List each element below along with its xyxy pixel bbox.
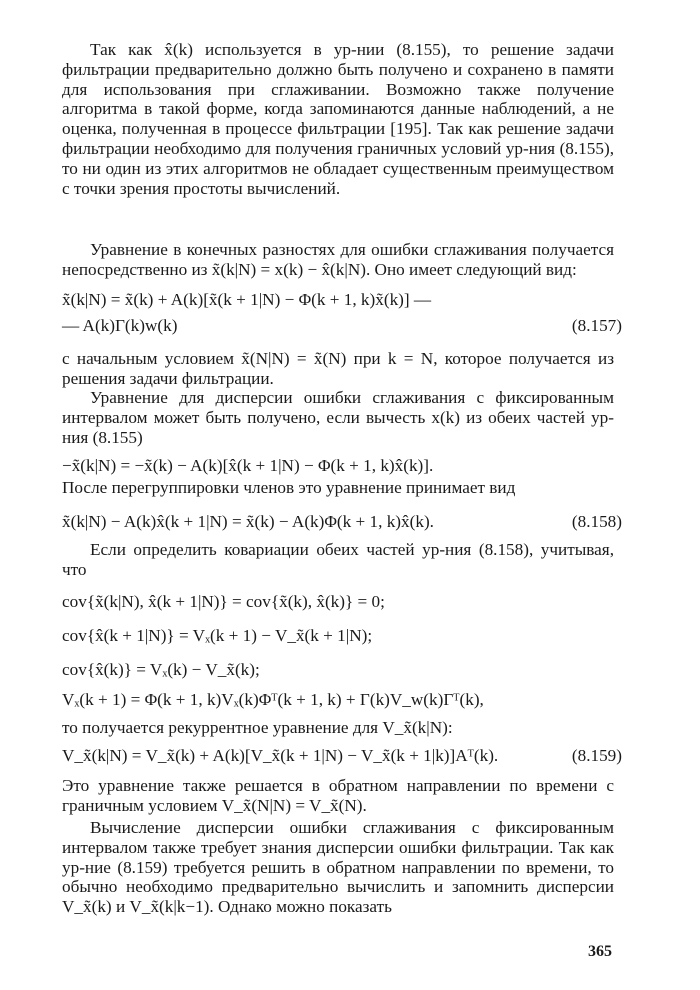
paragraph-9: Вычисление дисперсии ошибки сглаживания с фиксированным интервалом также требует знания дисперсии ошибки фильтрации. Так как ур-ние (8.159) требуется решить в обратном направлении по времени, то обычно необходимо предварительно вычислить и запомнить дисперсии V_x̃(k) и V_x̃(k|k−1). Однако можно показать — [62, 818, 614, 917]
equation-8-157-line-1: x̃(k|N) = x̃(k) + A(k)[x̃(k + 1|N) − Φ(k + 1, k)x̃(k)] — — [62, 290, 432, 309]
page-number: 365 — [588, 943, 612, 960]
paragraph-2: Уравнение в конечных разностях для ошибки сглаживания получается непосредственно из x̃(k|N) = x(k) − x̂(k|N). Оно имеет следующий вид: — [62, 240, 614, 279]
equation-vx: Vₓ(k + 1) = Φ(k + 1, k)Vₓ(k)Φᵀ(k + 1, k) + Γ(k)V_w(k)Γᵀ(k), — [62, 690, 484, 709]
equation-number-8-159: (8.159) — [571, 746, 622, 765]
paragraph-6: Если определить ковариации обеих частей ур-ния (8.158), учитывая, что — [62, 540, 614, 579]
equation-cov-3: cov{x̂(k)} = Vₓ(k) − V_x̃(k); — [62, 660, 260, 679]
paragraph-8: Это уравнение также решается в обратном направлении по времени с граничным условием V_x̃(N|N) = V_x̃(N). — [62, 776, 614, 815]
paragraph-3: с начальным условием x̃(N|N) = x̃(N) при k = N, которое получается из решения задачи фильтрации. — [62, 349, 614, 388]
equation-8-159: V_x̃(k|N) = V_x̃(k) + A(k)[V_x̃(k + 1|N) − V_x̃(k + 1|k)]Aᵀ(k). — [62, 746, 499, 765]
equation-8-158: x̃(k|N) − A(k)x̂(k + 1|N) = x̃(k) − A(k)Φ(k + 1, k)x̂(k). — [62, 512, 434, 531]
paragraph-1: Так как x̂(k) используется в ур-нии (8.155), то решение задачи фильтрации предварительно должно быть получено и сохранено в памяти для использования при сглаживании. Возможно также получение алгоритма в такой форме, когда запоминаются данные наблюдений, а не оценка, полученная в процессе фильтрации [195]. Так как решение задачи фильтрации необходимо для получения граничных условий ур-ния (8.155), то ни один из этих алгоритмов не обладает существенным преимуществом с точки зрения простоты вычислений. — [62, 40, 614, 198]
paragraph-7: то получается рекуррентное уравнение для V_x̃(k|N): — [62, 718, 453, 737]
paragraph-4: Уравнение для дисперсии ошибки сглаживания с фиксированным интервалом может быть получено, если вычесть x(k) из обеих частей ур-ния (8.155) — [62, 388, 614, 447]
equation-subtracted: −x̃(k|N) = −x̃(k) − A(k)[x̂(k + 1|N) − Φ(k + 1, k)x̂(k)]. — [62, 456, 434, 475]
equation-cov-2: cov{x̂(k + 1|N)} = Vₓ(k + 1) − V_x̃(k + 1|N); — [62, 626, 373, 645]
equation-cov-1: cov{x̃(k|N), x̂(k + 1|N)} = cov{x̃(k), x̂(k)} = 0; — [62, 592, 385, 611]
equation-number-8-157: (8.157) — [571, 316, 622, 335]
equation-number-8-158: (8.158) — [571, 512, 622, 531]
equation-8-157-line-2: — A(k)Γ(k)w(k) — [62, 316, 178, 335]
paragraph-5: После перегруппировки членов это уравнение принимает вид — [62, 478, 516, 497]
